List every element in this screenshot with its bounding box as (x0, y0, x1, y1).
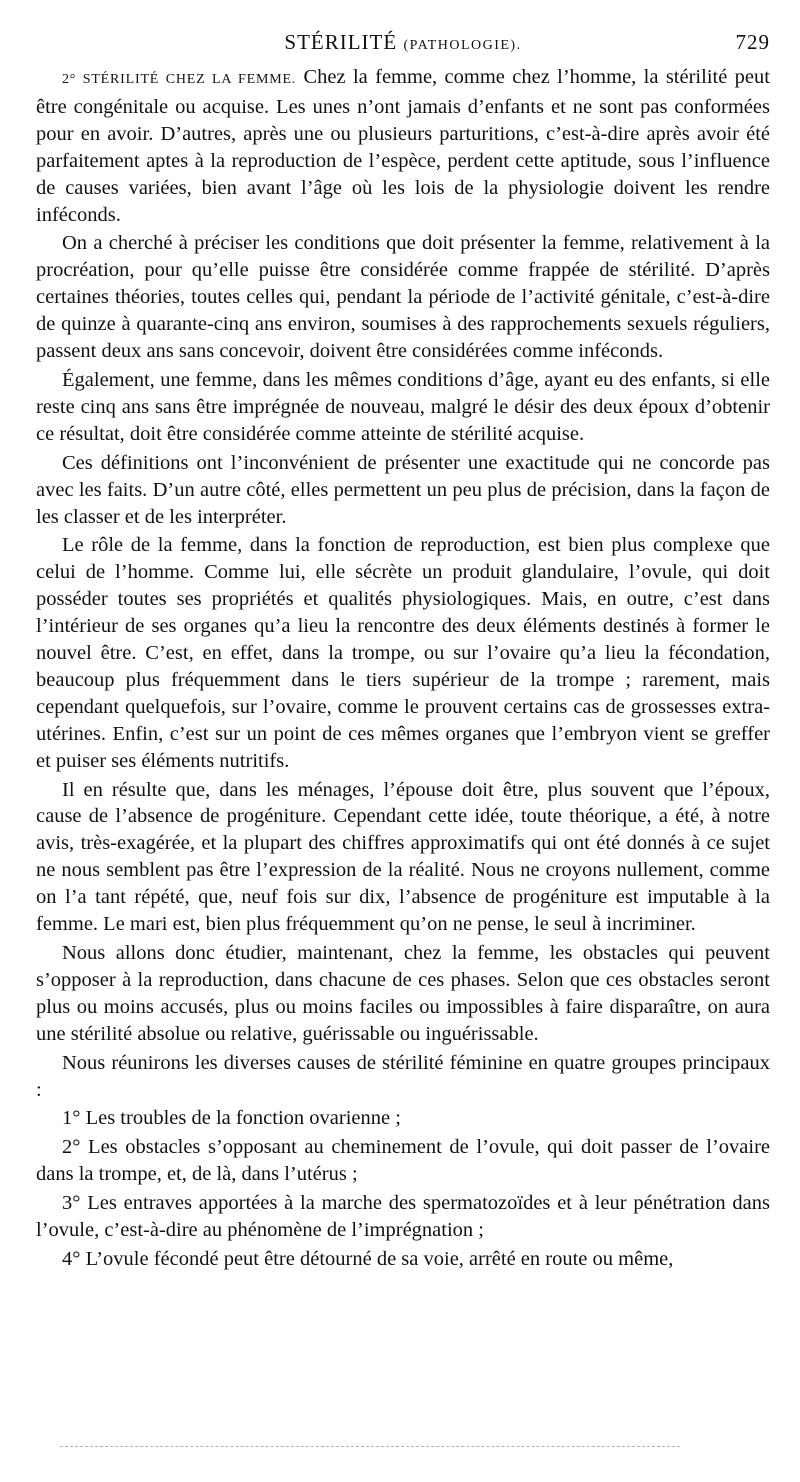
running-title-main: STÉRILITÉ (284, 30, 398, 54)
paragraph (36, 64, 770, 228)
paragraph: Également, une femme, dans les mêmes conditions d’âge, ayant eu des enfants, si elle reste cinq ans sans être imprégnée de nouveau, malgré le désir des deux époux d’obtenir ce résultat, doit être considérée comme atteinte de stérilité acquise. (36, 368, 770, 445)
list-item: 3° Les entraves apportées à la marche des spermatozoïdes et à leur pénétration dans l’ovule, c’est-à-dire au phénomène de l’imprégnation ; (36, 1192, 770, 1242)
paragraph: Nous allons donc étudier, maintenant, chez la femme, les obstacles qui peuvent s’opposer à la reproduction, dans chacune de ces phases. Selon que ces obstacles seront plus ou moins accusés, plus ou moins faciles ou impossibles à faire disparaître, on aura une stérilité absolue ou relative, guérissable ou inguérissable. (36, 942, 770, 1045)
footer-rule (60, 1446, 680, 1447)
list-item: 2° Les obstacles s’opposant au cheminement de l’ovule, qui doit passer de l’ovaire dans la trompe, et, de là, dans l’utérus ; (36, 1136, 770, 1186)
body-text (36, 64, 770, 1273)
list-item: 1° Les troubles de la fonction ovarienne ; (62, 1107, 401, 1130)
page (36, 28, 770, 1275)
paragraph: Ces définitions ont l’inconvénient de présenter une exactitude qui ne concorde pas avec les faits. D’un autre côté, elles permettent un peu plus de précision, dans la façon de les classer et de les interpréter. (36, 451, 770, 528)
running-title (36, 30, 770, 55)
section-lead: 2° STÉRILITÉ CHEZ LA FEMME. (62, 72, 297, 87)
list-item: 4° L’ovule fécondé peut être détourné de sa voie, arrêté en route ou même, (62, 1247, 674, 1270)
paragraph: On a cherché à préciser les conditions que doit présenter la femme, relativement à la procréation, pour qu’elle puisse être considérée comme frappée de stérilité. D’après certaines théories, toutes celles qui, pendant la période de l’activité génitale, c’est-à-dire de quinze à quarante-cinq ans environ, soumises à des rapprochements sexuels réguliers, passent deux ans sans concevoir, doivent être considérées comme inféconds. (36, 232, 770, 363)
paragraph: Le rôle de la femme, dans la fonction de reproduction, est bien plus complexe que celui de l’homme. Comme lui, elle sécrète un produit glandulaire, l’ovule, qui doit posséder toutes ses propriétés et qualités physiologiques. Mais, en outre, c’est dans l’intérieur de ses organes qu’a lieu la rencontre des deux éléments destinés à former le nouvel être. C’est, en effet, dans la trompe, ou sur l’ovaire qu’a lieu la fécondation, beaucoup plus fréquemment dans le tiers supérieur de la trompe ; rarement, mais cependant quelquefois, sur l’ovaire, comme le prouvent certains cas de grossesses extra-utérines. Enfin, c’est sur un point de ces mêmes organes que l’embryon vient se greffer et puiser ses éléments nutritifs. (36, 534, 770, 772)
paragraph: Il en résulte que, dans les ménages, l’épouse doit être, plus souvent que l’époux, cause de l’absence de progéniture. Cependant cette idée, toute théorique, a été, à notre avis, très-exagérée, et la plupart des chiffres approximatifs qui ont été donnés à ce sujet ne nous semblent pas être l’expression de la réalité. Nous ne croyons nullement, comme on l’a tant répété, que, neuf fois sur dix, l’absence de progéniture est imputable à la femme. Le mari est, bien plus fréquemment qu’on ne pense, le seul à incriminer. (36, 778, 770, 936)
paragraph-text: Chez la femme, comme chez l’homme, la stérilité peut être congénitale ou acquise. Les unes n’ont jamais d’enfants et ne sont pas conformées pour en avoir. D’autres, après une ou plusieurs parturitions, c’est-à-dire après avoir été parfaitement aptes à la reproduction de l’espèce, perdent cette aptitude, sous l’influence de causes variées, bien avant l’âge où les lois de la physiologie doivent les rendre inféconds. (36, 66, 770, 226)
running-head (36, 28, 770, 60)
paragraph: Nous réunirons les diverses causes de stérilité féminine en quatre groupes principaux : (36, 1051, 770, 1101)
running-title-subtitle: (PATHOLOGIE). (403, 38, 522, 53)
page-number: 729 (735, 30, 770, 54)
